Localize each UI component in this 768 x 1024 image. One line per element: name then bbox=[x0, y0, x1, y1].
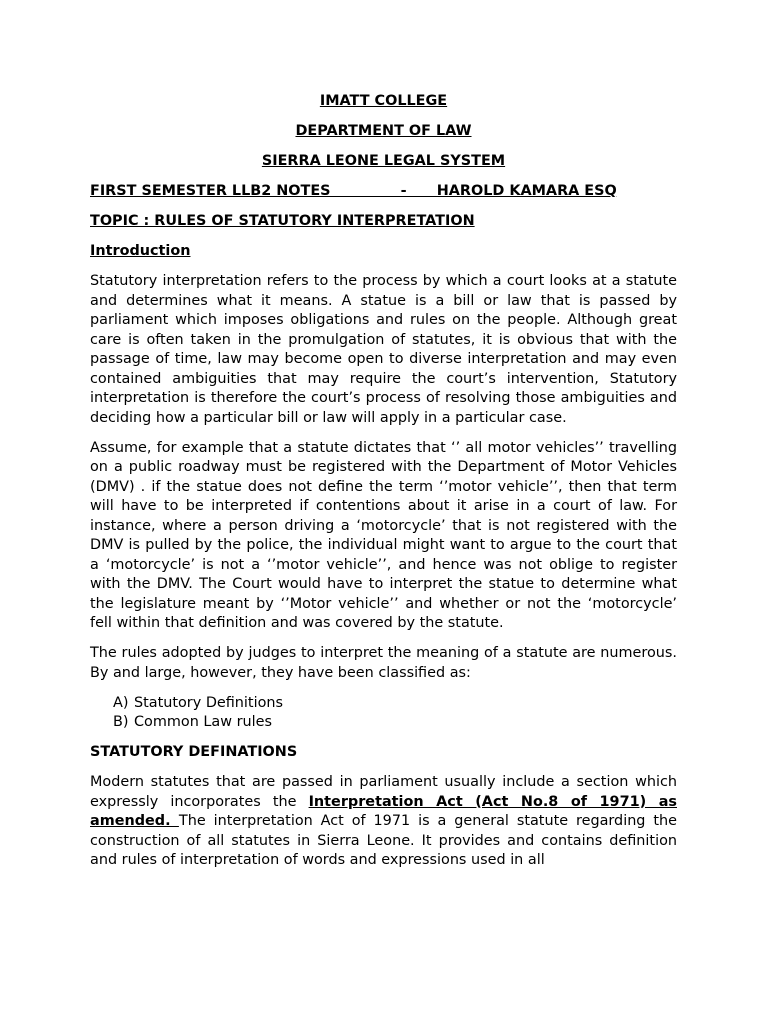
paragraph-text-start: Modern statutes that are passed in parliament usually include a section which expressly incorporates the bbox=[90, 774, 677, 810]
document-page bbox=[90, 92, 677, 881]
semester-author-line: FIRST SEMESTER LLB2 NOTES - HAROLD KAMARA ESQ bbox=[90, 183, 617, 199]
act-reference: Interpretation Act (Act No.8 of 1971) as amended. bbox=[90, 793, 677, 829]
college-title: IMATT COLLEGE bbox=[319, 93, 448, 109]
list-item bbox=[113, 713, 677, 733]
list-marker: B) bbox=[113, 714, 129, 730]
intro-paragraph-example: Assume, for example that a statute dictates that ‘’ all motor vehicles’’ travelling on a public roadway must be registered with the Department of Motor Vehicles (DMV) . if the statue does not define the term ‘’motor vehicle’’, then that term will have to be interpreted if contentions about it arise in a court of law. For instance, where a person driving a ‘motorcycle’ that is not registered with the DMV is pulled by the police, the individual might want to argue to the court that a ‘motorcycle’ is not a ‘’motor vehicle’’, and hence was not oblige to register with the DMV. The Court would have to interpret the statue to determine what the legislature meant by ‘’Motor vehicle’’ and whether or not the ‘motorcycle’ fell within that definition and was covered by the statute. bbox=[90, 439, 677, 631]
intro-paragraph-definition: Statutory interpretation refers to the process by which a court looks at a statute and determines what it means. A statue is a bill or law that is passed by parliament which imposes obligations and rules on the people. Although great care is often taken in the promulgation of statutes, it is obvious that with the passage of time, law may become open to diverse interpretation and may even contained ambiguities that may require the court’s intervention, Statutory interpretation is therefore the court’s process of resolving those ambiguities and deciding how a particular bill or law will apply in a particular case. bbox=[90, 273, 677, 426]
list-item-text: Common Law rules bbox=[134, 714, 272, 730]
list-marker: A) bbox=[113, 694, 129, 711]
topic-title: TOPIC : RULES OF STATUTORY INTERPRETATION bbox=[90, 213, 475, 229]
paragraph-text-end: The interpretation Act of 1971 is a general statute regarding the construction of all statutes in Sierra Leone. It provides and contains definition and rules of interpretation of words and expressions used in all bbox=[90, 813, 677, 868]
list-item-text: Statutory Definitions bbox=[134, 694, 283, 711]
statutory-definitions-heading: STATUTORY DEFINATIONS bbox=[90, 744, 298, 760]
course-title: SIERRA LEONE LEGAL SYSTEM bbox=[261, 153, 506, 169]
list-item bbox=[113, 694, 677, 714]
department-title: DEPARTMENT OF LAW bbox=[295, 123, 472, 139]
statutory-definitions-paragraph bbox=[90, 773, 677, 871]
classification-list bbox=[90, 694, 677, 733]
intro-paragraph-classification: The rules adopted by judges to interpret the meaning of a statute are numerous. By and large, however, they have been classified as: bbox=[90, 645, 677, 681]
introduction-heading: Introduction bbox=[90, 243, 191, 259]
